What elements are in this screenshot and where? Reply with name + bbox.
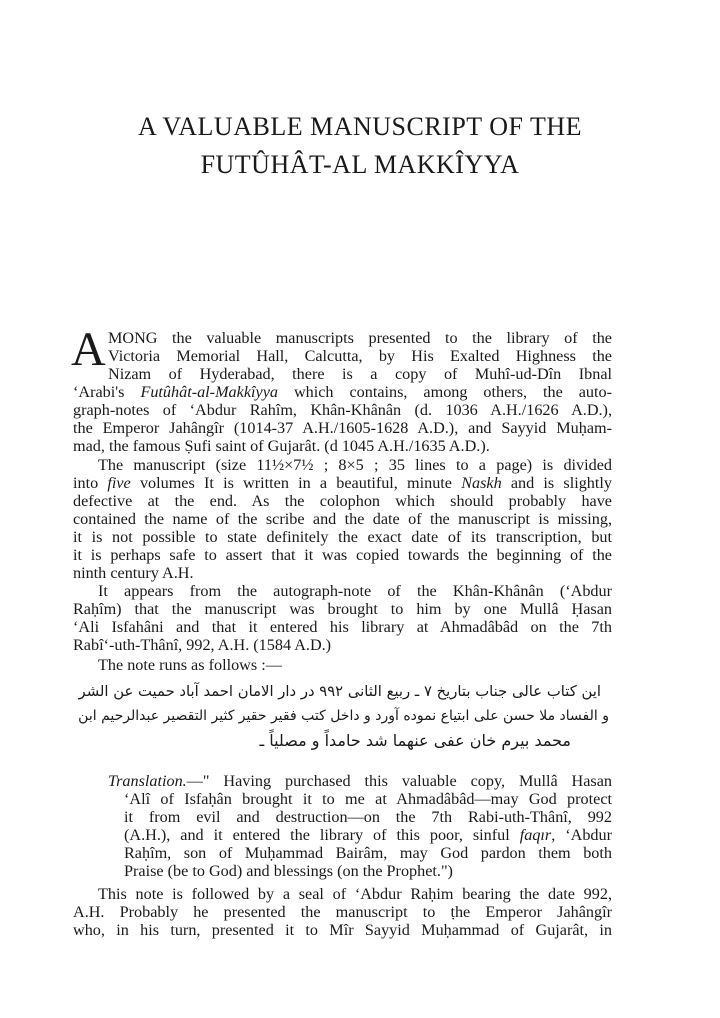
paragraph-2-line: contained the name of the scribe and the date of the manuscript is missing, [73,510,612,528]
paragraph-5-line: who, in his turn, presented it to Mîr Sayyid Muḥammad of Gujarât, in [73,921,612,939]
page-title-line-1: A VALUABLE MANUSCRIPT OF THE [137,112,583,141]
paragraph-5-line: This note is followed by a seal of ‘Abdur Raḥim bearing the date 992, [98,885,612,903]
translation-line: Raḥîm, son of Muḥammad Bairâm, may God pardon them both [124,844,612,862]
page-title-line-2: FUTÛHÂT-AL MAKKÎYYA [200,150,520,179]
paragraph-3-line: ‘Ali Isfahâni and that it entered his library at Ahmadâbâd on the 7th [73,618,612,636]
paragraph-1-line: the Emperor Jahângîr (1014-37 A.H./1605-1628 A.D.), and Sayyid Muḥam- [73,419,612,437]
translation-text: —" Having purchased this valuable copy, Mullâ Hasan [186,772,612,790]
translation-line: Praise (be to God) and blessings (on the Prophet.") [124,862,453,880]
translation-label: Translation. [108,772,187,790]
paragraph-2-line: defective at the end. As the colophon which should probably have [73,492,612,510]
paragraph-1-line: Victoria Memorial Hall, Calcutta, by His Exalted Highness the [108,347,612,365]
paragraph-1-line: ‘Arabi's Futûhât-al-Makkîyya which contains, among others, the auto- [73,383,612,401]
paragraph-1-line: graph-notes of ‘Abdur Rahîm, Khân-Khânân (d. 1036 A.H./1626 A.D.), [73,401,612,419]
translation-line: ‘Alî of Isfaḥân brought it to me at Ahmadâbâd—may God protect [124,790,612,808]
note-intro: The note runs as follows :— [98,656,282,674]
translation-line: it from evil and destruction—on the 7th Rabi-uth-Thânî, 992 [124,808,612,826]
paragraph-1-line: Nizam of Hyderabad, there is a copy of Muhî-ud-Dîn Ibnal [108,365,612,383]
paragraph-3-line: Raḥîm) that the manuscript was brought to him by one Mullâ Ḥasan [73,600,612,618]
paragraph-2-line: it is perhaps safe to assert that it was copied towards the beginning of the [73,546,612,564]
persian-note-line: محمد بیرم خان عفی عنهما شد حامداً و مصلیاً ـ [259,731,571,750]
paragraph-2-line: The manuscript (size 11½×7½ ; 8×5 ; 35 lines to a page) is divided [98,456,612,474]
translation-line: (A.H.), and it entered the library of this poor, sinful faqır, ‘Abdur [124,826,612,844]
persian-note-line: این کتاب عالی جناب بتاریخ ۷ ـ ربیع الثانی ۹۹۲ در دار الامان احمد آباد حمیت عن الشر [78,683,601,700]
paragraph-2-line: ninth century A.H. [73,564,194,582]
translation-line [108,772,612,790]
paragraph-3-line: It appears from the autograph-note of the Khân-Khânân (‘Abdur [98,582,612,600]
paragraph-1-line: mad, the famous Ṣufi saint of Gujarât. (d 1045 A.H./1635 A.D.). [73,437,490,455]
persian-note-line: و الفساد ملا حسن علی ابتیاع نموده آورد و داخل کتب فقیر حقیر کثیر التقصیر عبدالرحیم ابن [78,708,609,724]
paragraph-2-line: into five volumes It is written in a beautiful, minute Naskh and is slightly [73,474,612,492]
drop-cap: A [71,323,106,376]
paragraph-5-line: A.H. Probably he presented the manuscript to ṭhe Emperor Jahângîr [73,903,612,921]
paragraph-1-line: MONG the valuable manuscripts presented to the library of the [108,329,612,347]
paragraph-3-line: Rabî‘-uth-Thânî, 992, A.H. (1584 A.D.) [73,636,332,654]
paragraph-2-line: it is not possible to state definitely the exact date of its transcription, but [73,528,612,546]
